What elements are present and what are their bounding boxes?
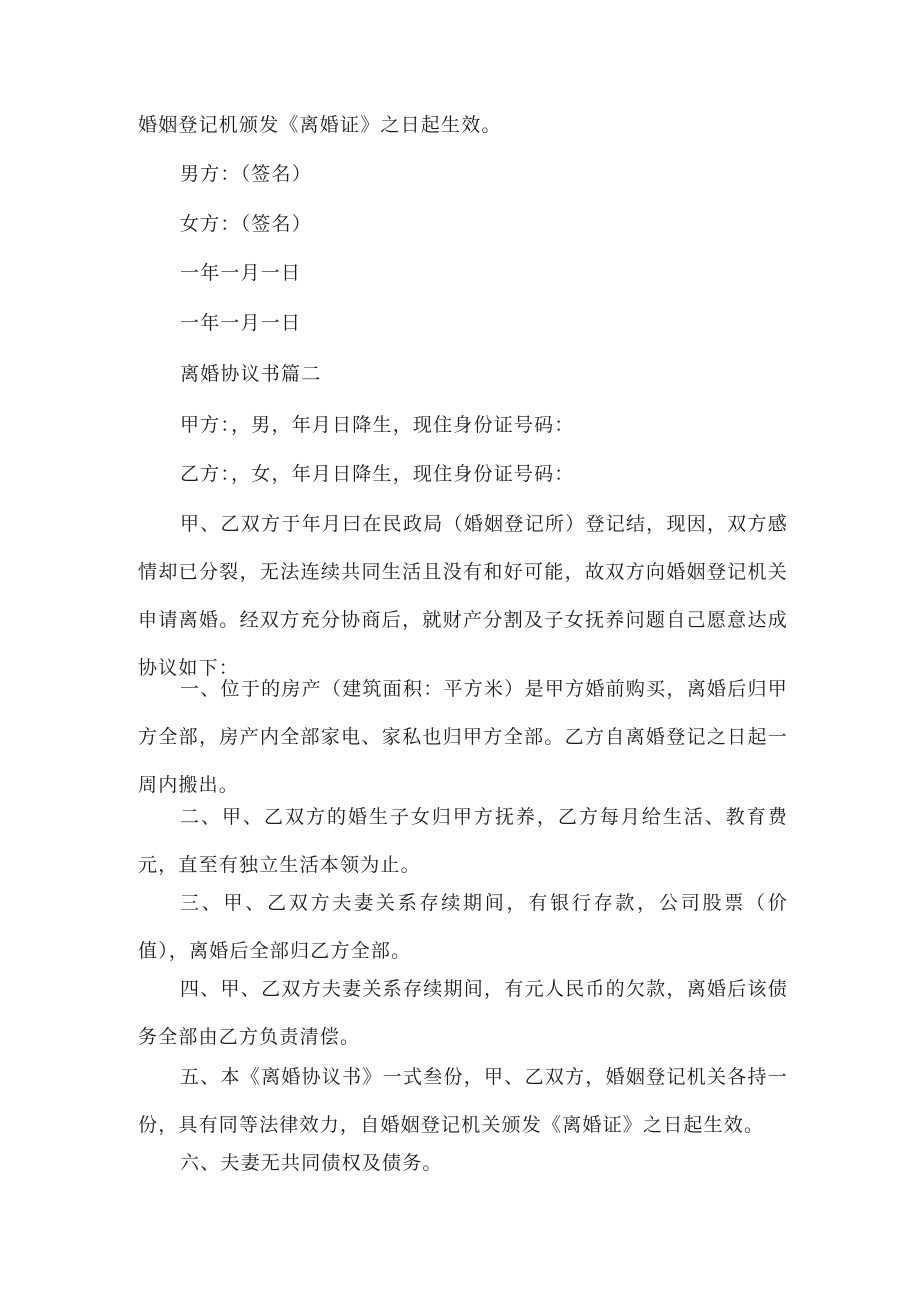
- date-line-2: 一年一月一日: [180, 312, 302, 334]
- section-title: 离婚协议书篇二: [180, 363, 322, 385]
- clause-5-paragraph: 五、本《离婚协议书》一式叁份，甲、乙双方，婚姻登记机关各持一份，具有同等法律效力，自婚姻登记机关颁发《离婚证》之日起生效。: [138, 1066, 788, 1136]
- intro-paragraph: 甲、乙双方于年月曰在民政局（婚姻登记所）登记结，现因，双方感情却已分裂，无法连续共同生活且没有和好可能，故双方向婚姻登记机关申请离婚。经双方充分协商后，就财产分割及子女抚养问题自己愿意达成协议如下：: [138, 513, 788, 679]
- clause-3-paragraph: 三、甲、乙双方夫妻关系存续期间，有银行存款，公司股票（价值），离婚后全部归乙方全部。: [138, 892, 788, 962]
- female-signature-line: 女方：（签名）: [180, 213, 312, 235]
- male-signature-line: 男方：（签名）: [180, 163, 312, 185]
- effect-line: 婚姻登记机颁发《离婚证》之日起生效。: [138, 114, 502, 136]
- clause-4-paragraph: 四、甲、乙双方夫妻关系存续期间，有元人民币的欠款，离婚后该债务全部由乙方负责清偿。: [138, 978, 788, 1048]
- clause-6-line: 六、夫妻无共同债权及债务。: [180, 1152, 443, 1174]
- date-line-1: 一年一月一日: [180, 262, 302, 284]
- clause-2-paragraph: 二、甲、乙双方的婚生子女归甲方抚养，乙方每月给生活、教育费元，直至有独立生活本领为止。: [138, 806, 788, 876]
- party-b-line: 乙方：，女，年月日降生，现住身份证号码：: [180, 463, 575, 485]
- party-a-line: 甲方：，男，年月日降生，现住身份证号码：: [180, 414, 575, 436]
- clause-1-paragraph: 一、位于的房产（建筑面积：平方米）是甲方婚前购买，离婚后归甲方全部，房产内全部家电、家私也归甲方全部。乙方自离婚登记之日起一周内搬出。: [138, 678, 788, 796]
